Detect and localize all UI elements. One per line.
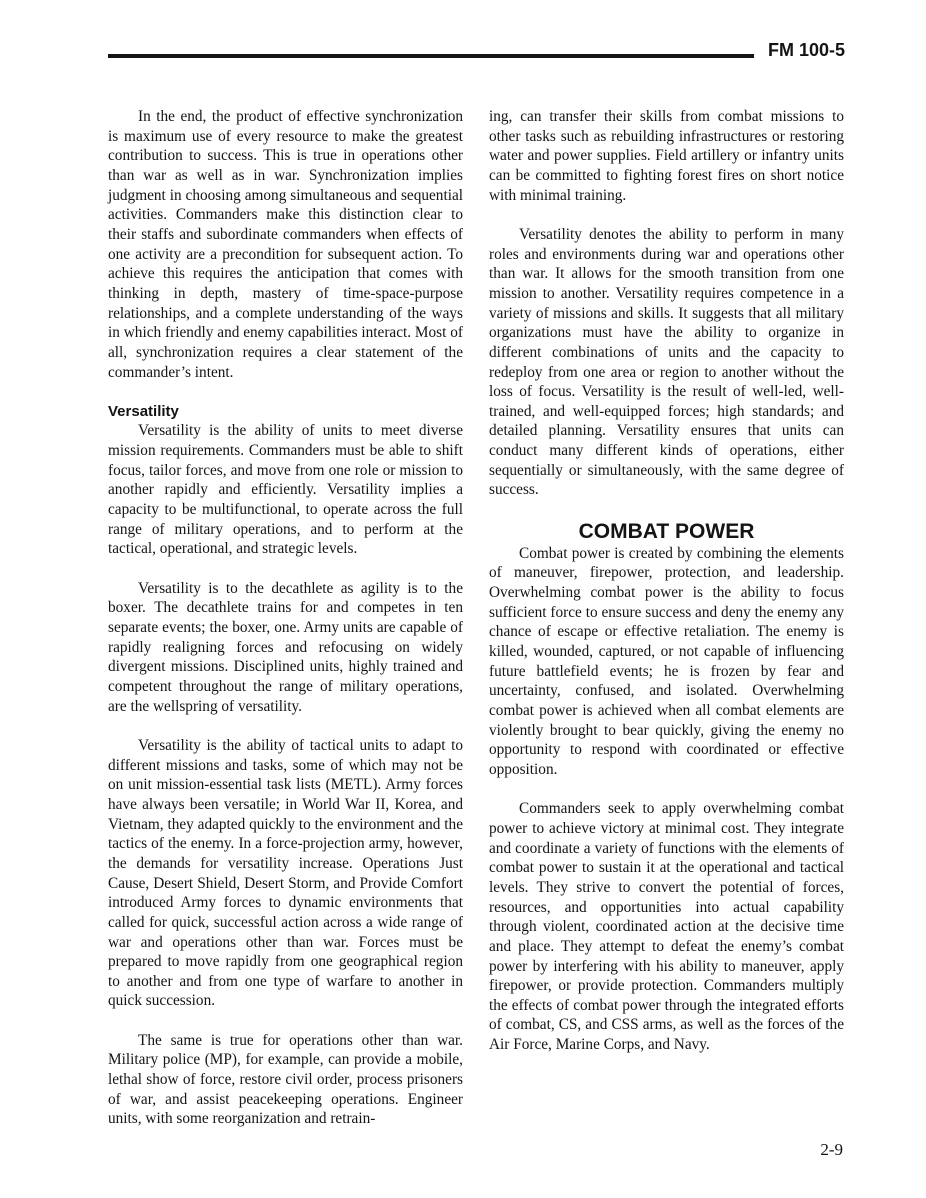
header-rule — [108, 54, 754, 58]
paragraph: ing, can transfer their skills from combat missions to other tasks such as rebuilding infrastructures or restoring water and power supplies. Field artillery or infantry units can be committed to fighting forest fires on short notice with minimal training. — [489, 108, 844, 204]
paragraph: Versatility denotes the ability to perform in many roles and environments during war and operations other than war. It allows for the smooth transition from one mission to another. Versatility requires competence in a variety of missions and skills. It suggests that all military organizations must have the ability to organize in different combinations of units and the capacity to redeploy from one area or region to another without the loss of focus. Versatility is the result of well-led, well-trained, and well-equipped forces; high standards; and detailed planning. Versatility ensures that units can conduct many different kinds of operations, either sequentially or simultaneously, with the same degree of success. — [489, 225, 844, 499]
left-column — [108, 107, 463, 1129]
subheading-versatility: Versatility — [108, 402, 179, 420]
right-column — [489, 107, 844, 1055]
document-id: FM 100-5 — [768, 40, 846, 60]
paragraph: Versatility is the ability of tactical units to adapt to different missions and tasks, some of which may not be on unit mission-essential task lists (METL). Army forces have always been versatile; in World War II, Korea, and Vietnam, they adapted quickly to the environment and the tactics of the enemy. In a force-projection army, however, the demands for versatility increase. Operations Just Cause, Desert Shield, Desert Storm, and Provide Comfort introduced Army forces to dynamic environments that called for quick, successful action across a wide range of war and operations other than war. Forces must be prepared to move rapidly from one geographical region to another and from one type of warfare to another in quick succession. — [108, 736, 463, 1010]
paragraph: Commanders seek to apply overwhelming combat power to achieve victory at minimal cost. They integrate and coordinate a variety of functions with the elements of combat power to sustain it at the operational and tactical levels. They strive to convert the potential of forces, resources, and opportunities into actual capability through violent, coordinated action at the decisive time and place. They attempt to defeat the enemy’s combat power by interfering with his ability to maneuver, apply firepower, or provide protection. Commanders multiply the effects of combat power through the integrated efforts of combat, CS, and CSS arms, as well as the forces of the Air Force, Marine Corps, and Navy. — [489, 800, 844, 1054]
page-number: 2-9 — [820, 1140, 843, 1159]
section-title-combat-power: COMBAT POWER — [578, 519, 755, 543]
paragraph: The same is true for operations other than war. Military police (MP), for example, can provide a mobile, lethal show of force, restore civil order, process prisoners of war, and assist peacekeeping operations. Engineer units, with some reorganization and retrain- — [108, 1031, 463, 1128]
paragraph: Versatility is to the decathlete as agility is to the boxer. The decathlete trains for and competes in ten separate events; the boxer, one. Army units are capable of rapidly realigning forces and refocusing on widely divergent missions. Disciplined units, highly trained and competent throughout the range of military operations, are the wellspring of versatility. — [108, 579, 463, 715]
paragraph: In the end, the product of effective synchronization is maximum use of every resource to make the greatest contribution to success. This is true in operations other than war as well as in war. Synchronization implies judgment in choosing among simultaneous and sequential activities. Commanders make this distinction clear to their staffs and subordinate commanders when effects of one activity are a precondition for subsequent action. To achieve this requires the anticipation that comes with thinking in depth, mastery of time-space-purpose relationships, and a complete understanding of the ways in which friendly and enemy capabilities interact. Most of all, synchronization requires a clear statement of the commander’s intent. — [108, 108, 463, 381]
paragraph: Versatility is the ability of units to meet diverse mission requirements. Commanders must be able to shift focus, tailor forces, and move from one role or mission to another rapidly and efficiently. Versatility implies a capacity to be multifunctional, to operate across the full range of military operations, and to perform at the tactical, operational, and strategic levels. — [108, 422, 463, 558]
paragraph: Combat power is created by combining the elements of maneuver, firepower, protection, and leadership. Overwhelming combat power is the ability to focus sufficient force to ensure success and deny the enemy any chance of escape or effective retaliation. The enemy is killed, wounded, captured, or not capable of influencing future battlefield events; he is frozen by fear and uncertainty, confused, and isolated. Overwhelming combat power is achieved when all combat elements are violently brought to bear quickly, giving the enemy no opportunity to respond with coordinated or effective opposition. — [489, 544, 844, 778]
